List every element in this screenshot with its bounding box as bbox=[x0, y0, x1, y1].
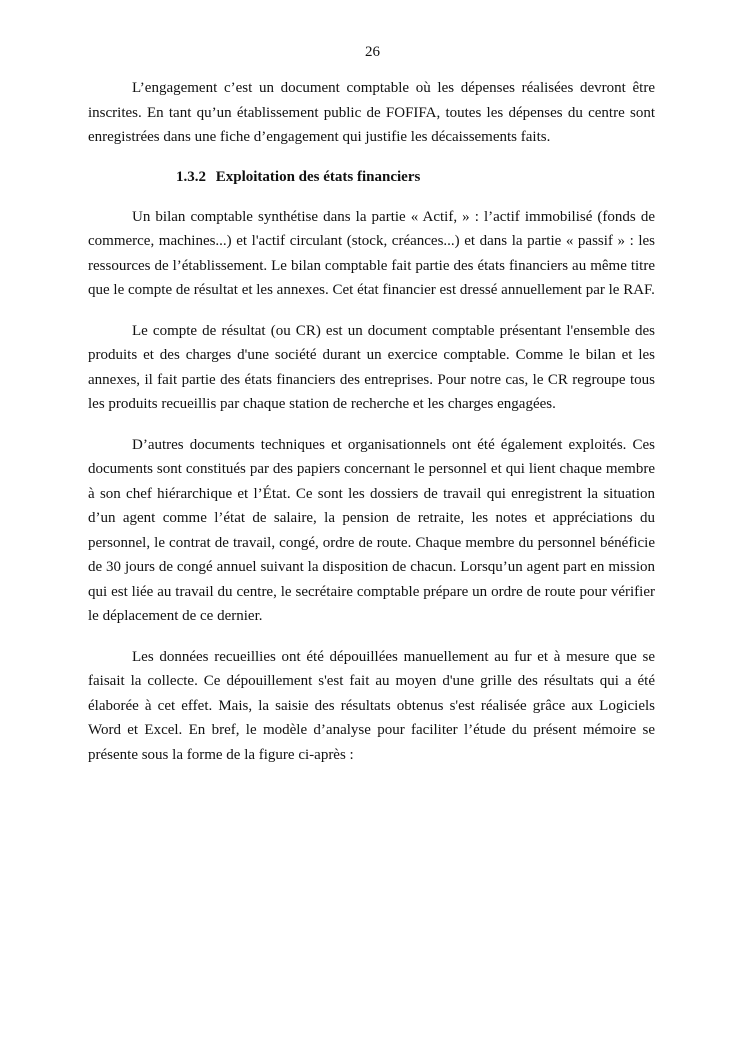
paragraph-engagement: L’engagement c’est un document comptable où les dépenses réalisées devront être inscrites. En tant qu’un établissement public de FOFIFA, toutes les dépenses du centre sont enregistrées dans une fiche d’engagement qui justifie les décaissements faits. bbox=[88, 80, 655, 145]
paragraph-compte-resultat: Le compte de résultat (ou CR) est un document comptable présentant l'ensemble des produits et des charges d'une société durant un exercice comptable. Comme le bilan et les annexes, il fait partie des états financiers des entreprises. Pour notre cas, le CR regroupe tous les produits recueillis par chaque station de recherche et les charges engagées. bbox=[88, 322, 655, 412]
page-body bbox=[88, 76, 655, 767]
section-number: 1.3.2 bbox=[176, 168, 206, 185]
page-number: 26 bbox=[365, 44, 380, 60]
paragraph-bilan: Un bilan comptable synthétise dans la partie « Actif, » : l’actif immobilisé (fonds de commerce, machines...) et l'actif circulant (stock, créances...) et dans la partie « passif » : les ressources de l’établissement. Le bilan comptable fait partie des états financiers au même titre que le compte de résultat et les annexes. Cet état financier est dressé annuellement par le RAF. bbox=[88, 208, 655, 298]
paragraph-autres-documents: D’autres documents techniques et organisationnels ont été également exploités. Ces documents sont constitués par des papiers concernant le personnel et qui lient chaque membre à son chef hiérarchique et l’État. Ce sont les dossiers de travail qui enregistrent la situation d’un agent comme l’état de salaire, la pension de retraite, les notes et appréciations du personnel, le contrat de travail, congé, ordre de route. Chaque membre du personnel bénéficie de 30 jours de congé annuel suivant la disposition de chacun. Lorsqu’un agent part en mission qui est liée au travail du centre, le secrétaire comptable prépare un ordre de route pour vérifier le déplacement de ce dernier. bbox=[88, 436, 655, 624]
paragraph-donnees: Les données recueillies ont été dépouillées manuellement au fur et à mesure que se faisait la collecte. Ce dépouillement s'est fait au moyen d'une grille des résultats qui a été élaborée à cet effet. Mais, la saisie des résultats obtenus s'est réalisée grâce aux Logiciels Word et Excel. En bref, le modèle d’analyse pour faciliter l’étude du présent mémoire se présente sous la forme de la figure ci-après : bbox=[88, 648, 655, 763]
section-title: Exploitation des états financiers bbox=[215, 168, 421, 185]
section-heading bbox=[88, 165, 655, 189]
